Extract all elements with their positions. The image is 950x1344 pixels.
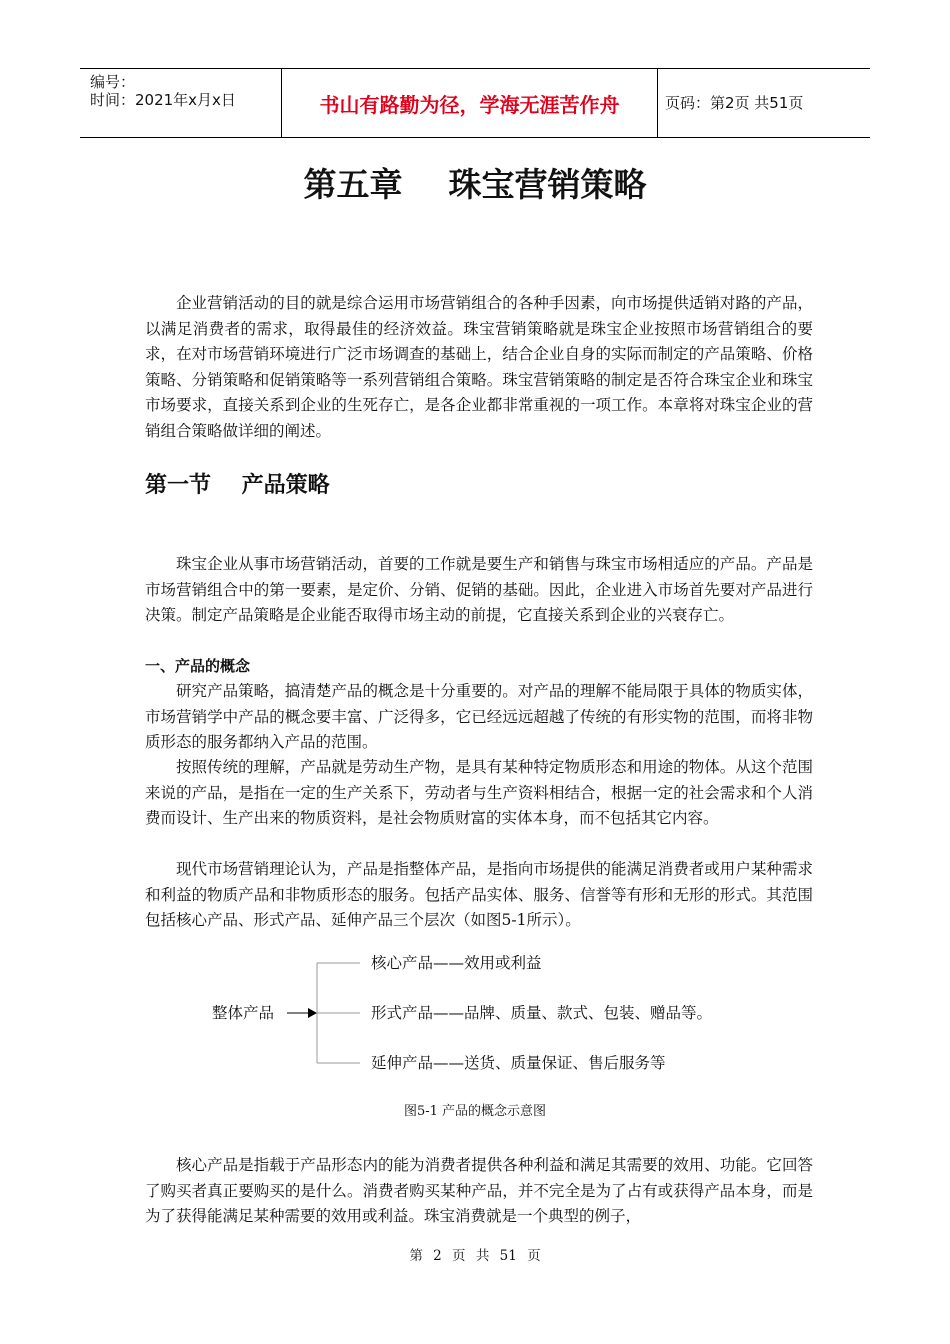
diagram-root-label: 整体产品: [212, 1004, 275, 1022]
header-page-cell: [657, 69, 870, 137]
figure-caption: 图5-1 产品的概念示意图: [403, 1104, 547, 1119]
page-footer: 第 2 页 共 51 页: [409, 1248, 541, 1264]
diagram-branch-core: 核心产品——效用或利益: [371, 954, 542, 972]
motto: 书山有路勤为径，学海无涯苦作舟: [319, 93, 620, 117]
body-paragraph-2: 按照传统的理解，产品就是劳动生产物，是具有某种特定物质形态和用途的物体。从这个范围来说的产品，是指在一定的生产关系下，劳动者与生产资料相结合，根据一定的社会需求和个人消费而设计、生产出来的物质资料，是社会物质财富的实体本身，而不包括其它内容。: [145, 758, 813, 827]
page-info: 页码：第2页 共51页: [665, 94, 804, 112]
intro-paragraph: 企业营销活动的目的就是综合运用市场营销组合的各种手因素，向市场提供适销对路的产品，以满足消费者的需求，取得最佳的经济效益。珠宝营销策略就是珠宝企业按照市场营销组合的要求，在对市场营销环境进行广泛市场调查的基础上，结合企业自身的实际而制定的产品策略、价格策略、分销策略和促销策略等一系列营销组合策略。珠宝营销策略的制定是否符合珠宝企业和珠宝市场要求，直接关系到企业的生死存亡，是各企业都非常重视的一项工作。本章将对珠宝企业的营销组合策略做详细的阐述。: [145, 294, 813, 440]
body-paragraph-1: 研究产品策略，搞清楚产品的概念是十分重要的。对产品的理解不能局限于具体的物质实体，市场营销学中产品的概念要丰富、广泛得多，它已经远远超越了传统的有形实物的范围，而将非物质形态的服务都纳入产品的范围。: [145, 682, 813, 751]
diagram-arrow-head: [308, 1008, 317, 1018]
section-intro-paragraph: 珠宝企业从事市场营销活动，首要的工作就是要生产和销售与珠宝市场相适应的产品。产品是市场营销组合中的第一要素，是定价、分销、促销的基础。因此，企业进入市场首先要对产品进行决策。制定产品策略是企业能否取得市场主动的前提，它直接关系到企业的兴衰存亡。: [145, 555, 813, 624]
header-motto-cell: [281, 69, 658, 137]
body-paragraph-3: 现代市场营销理论认为，产品是指整体产品，是指向市场提供的能满足消费者或用户某种需求和利益的物质产品和非物质形态的服务。包括产品实体、服务、信誉等有形和无形的形式。其范围包括核心产品、形式产品、延伸产品三个层次（如图5-1所示）。: [145, 860, 813, 929]
closing-paragraph: 核心产品是指载于产品形态内的能为消费者提供各种利益和满足其需要的效用、功能。它回答了购买者真正要购买的是什么。消费者购买某种产品，并不完全是为了占有或获得产品本身，而是为了获得能满足某种需要的效用或利益。珠宝消费就是一个典型的例子，: [145, 1156, 813, 1225]
subsection-title: 一、产品的概念: [145, 657, 251, 675]
document-header: [80, 68, 870, 138]
number-label: 编号：: [90, 73, 136, 91]
chapter-title: 第五章 珠宝营销策略: [303, 165, 647, 204]
diagram-branch-extended: 延伸产品——送货、质量保证、售后服务等: [371, 1054, 666, 1072]
date-label: 时间：2021年x月x日: [90, 91, 236, 109]
section-title: 第一节 产品策略: [145, 473, 330, 498]
diagram-branch-form: 形式产品——品牌、质量、款式、包装、赠品等。: [371, 1004, 713, 1022]
header-meta-cell: [80, 69, 280, 137]
